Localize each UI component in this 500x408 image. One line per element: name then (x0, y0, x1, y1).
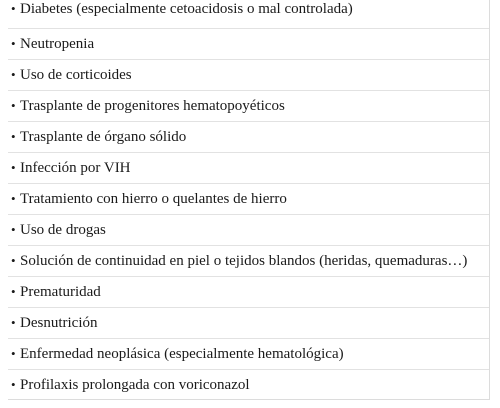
bullet-icon: • (11, 346, 16, 361)
list-item-text: Neutropenia (20, 35, 95, 52)
list-item-text: Prematuridad (20, 283, 101, 300)
list-item (8, 59, 489, 90)
bullet-icon: • (11, 222, 16, 237)
risk-factor-list (8, 0, 490, 400)
list-item-text: Trasplante de progenitores hematopoyéticos (20, 97, 285, 114)
list-item (8, 28, 489, 59)
bullet-icon: • (11, 191, 16, 206)
bullet-icon: • (11, 67, 16, 82)
list-item-text: Desnutrición (20, 314, 98, 331)
list-item (8, 152, 489, 183)
list-item (8, 369, 489, 400)
list-item-text: Tratamiento con hierro o quelantes de hierro (20, 190, 287, 207)
list-item (8, 307, 489, 338)
bullet-icon: • (11, 36, 16, 51)
list-item-text: Enfermedad neoplásica (especialmente hematológica) (20, 345, 344, 362)
list-item (8, 276, 489, 307)
list-item-text: Diabetes (especialmente cetoacidosis o mal controlada) (20, 1, 353, 17)
list-item (8, 90, 489, 121)
bullet-icon: • (11, 253, 16, 268)
bullet-icon: • (11, 315, 16, 330)
list-item-text: Infección por VIH (20, 159, 131, 176)
list-item (8, 0, 489, 28)
bullet-icon: • (11, 1, 16, 16)
bullet-icon: • (11, 160, 16, 175)
list-item-text: Uso de drogas (20, 221, 106, 238)
list-item-text: Solución de continuidad en piel o tejidos blandos (heridas, quemaduras…) (20, 252, 468, 269)
list-item-text: Uso de corticoides (20, 66, 132, 83)
bullet-icon: • (11, 129, 16, 144)
list-item (8, 121, 489, 152)
list-item-text: Trasplante de órgano sólido (20, 128, 187, 145)
list-item (8, 338, 489, 369)
list-item (8, 183, 489, 214)
bullet-icon: • (11, 98, 16, 113)
bullet-icon: • (11, 284, 16, 299)
list-item (8, 245, 489, 276)
bullet-icon: • (11, 377, 16, 392)
list-item (8, 214, 489, 245)
list-item-text: Profilaxis prolongada con voriconazol (20, 376, 250, 393)
